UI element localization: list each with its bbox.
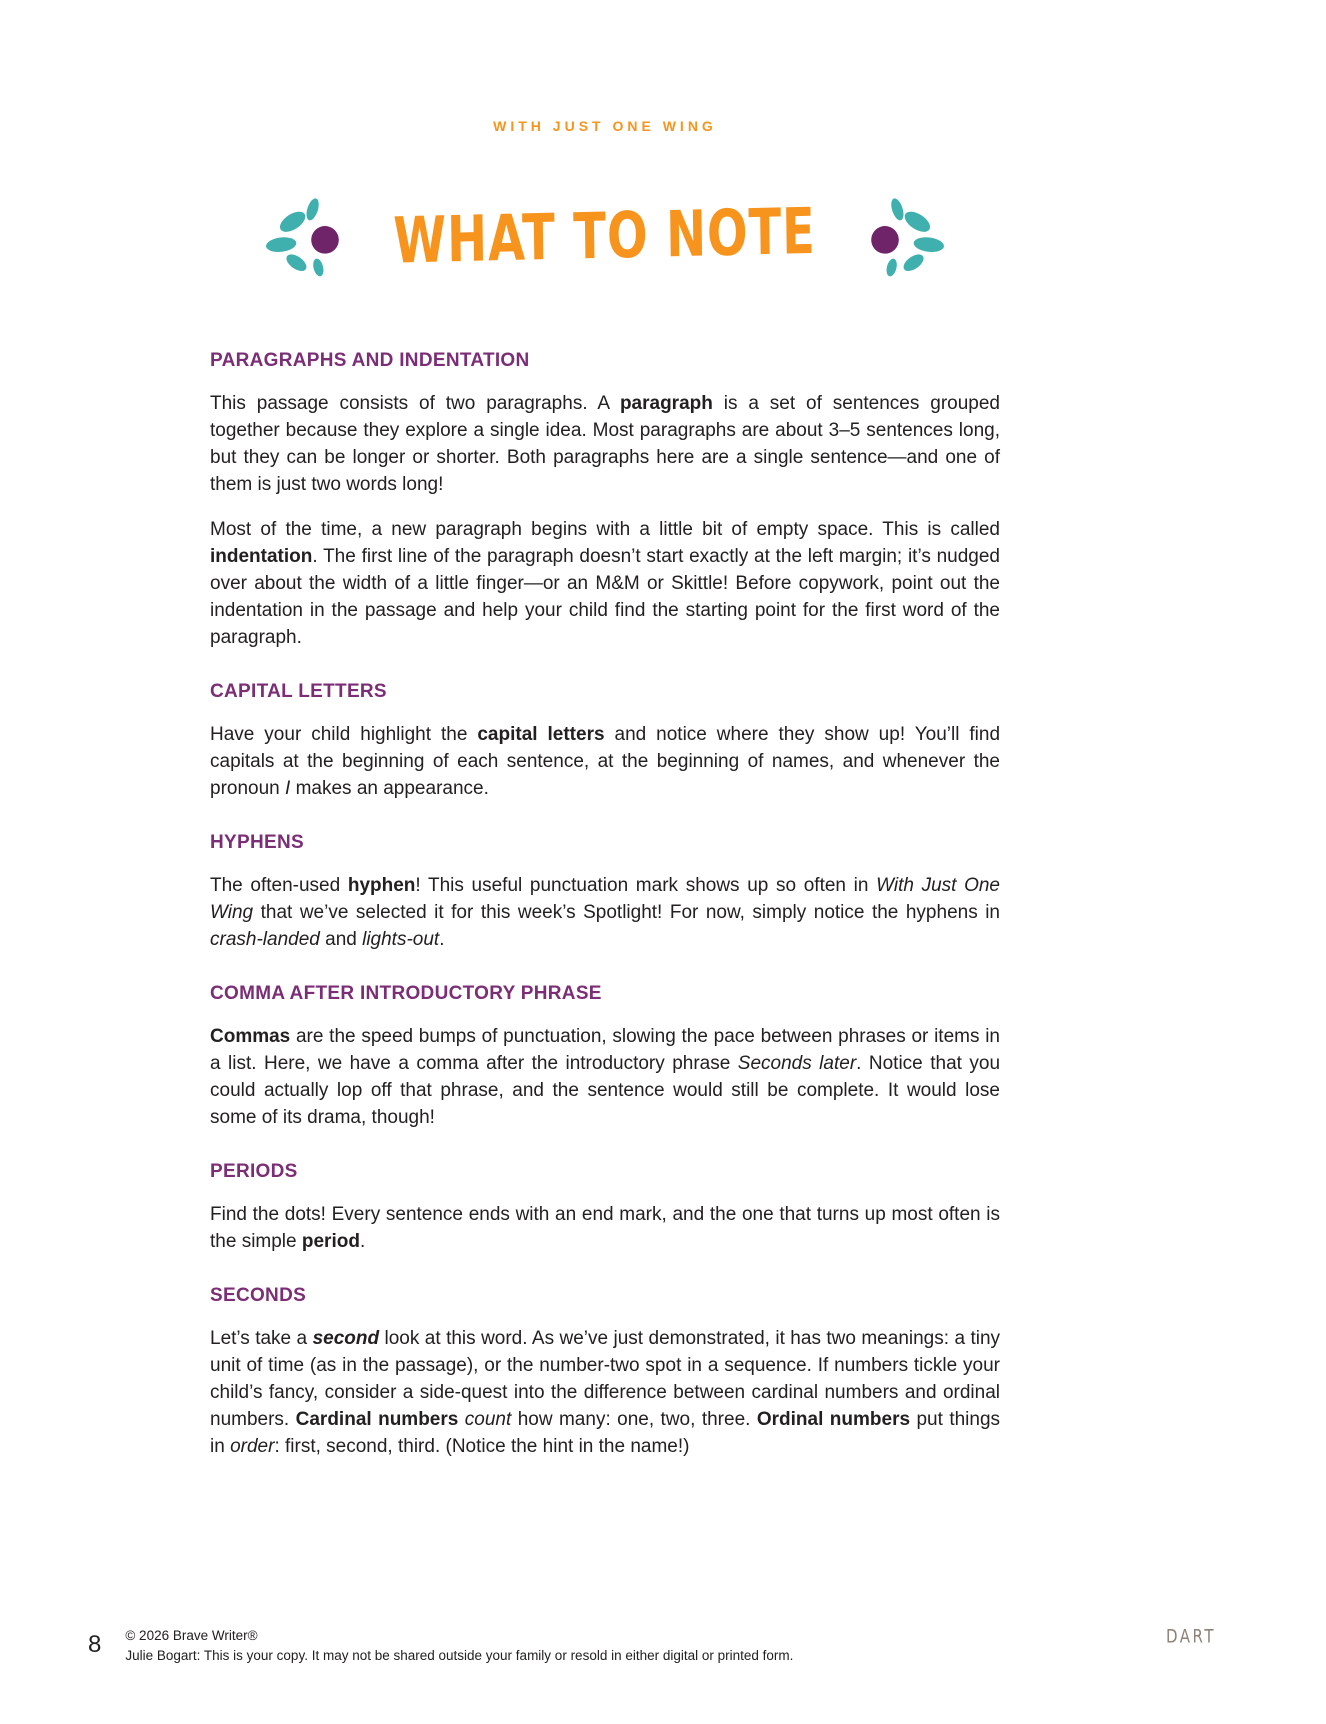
copyright-block [125,1626,793,1667]
section-heading-capital-letters: CAPITAL LETTERS [210,681,387,702]
paragraph: Find the dots! Every sentence ends with an end mark, and the one that turns up most often is the simple period. [210,1204,1000,1252]
dart-logo: DART [1165,1624,1216,1647]
title-row [210,182,1000,292]
flower-burst-icon-left [265,195,345,279]
paragraph: The often-used hyphen! This useful punctuation mark shows up so often in With Just One Wing that we’ve selected it for this week’s Spotlight! For now, simply notice the hyphens in crash-landed and lights-out. [210,875,1000,950]
section-heading-hyphens: HYPHENS [210,832,304,853]
paragraph: This passage consists of two paragraphs. A paragraph is a set of sentences grouped together because they explore a single idea. Most paragraphs are about 3–5 sentences long, but they can be longer or shorter. Both paragraphs here are a single sentence—and one of them is just two words long! [210,393,1000,495]
flower-burst-icon-right [865,195,945,279]
page-footer [88,1626,1216,1667]
paragraph: Most of the time, a new paragraph begins with a little bit of empty space. This is called indentation. The first line of the paragraph doesn’t start exactly at the left margin; it’s nudged over about the width of a little finger—or an M&M or Skittle! Before copywork, point out the indentation in the passage and help your child find the starting point for the first word of the paragraph. [210,519,1000,648]
lesson-content [210,350,1000,1478]
section-heading-seconds: SECONDS [210,1285,307,1306]
page-number: 8 [88,1630,102,1658]
page-title: WHAT TO NOTE [393,195,817,279]
book-title: WITH JUST ONE WING [493,118,717,134]
section-heading-periods: PERIODS [210,1161,298,1182]
section-heading-paragraphs-and-indentation: PARAGRAPHS AND INDENTATION [210,350,530,371]
license-notice: Julie Bogart: This is your copy. It may not be shared outside your family or resold in either digital or printed form. [125,1647,794,1663]
paragraph: Have your child highlight the capital letters and notice where they show up! You’ll find capitals at the beginning of each sentence, at the beginning of names, and whenever the pronoun I makes an appearance. [210,724,1001,799]
paragraph: Commas are the speed bumps of punctuation, slowing the pace between phrases or items in a list. Here, we have a comma after the introductory phrase Seconds later. Notice that you could actually lop off that phrase, and the sentence would still be complete. It would lose some of its drama, though! [210,1026,1001,1128]
copyright-line: © 2026 Brave Writer® [125,1627,258,1643]
paragraph: Let’s take a second look at this word. As we’ve just demonstrated, it has two meanings: a tiny unit of time (as in the passage), or the number-two spot in a sequence. If numbers tickle your child’s fancy, consider a side-quest into the difference between cardinal numbers and ordinal numbers. Cardinal numbers count how many: one, two, three. Ordinal numbers put things in order: first, second, third. (Notice the hint in the name!) [210,1328,1001,1457]
section-heading-comma-after-introductory-phrase: COMMA AFTER INTRODUCTORY PHRASE [210,983,602,1004]
